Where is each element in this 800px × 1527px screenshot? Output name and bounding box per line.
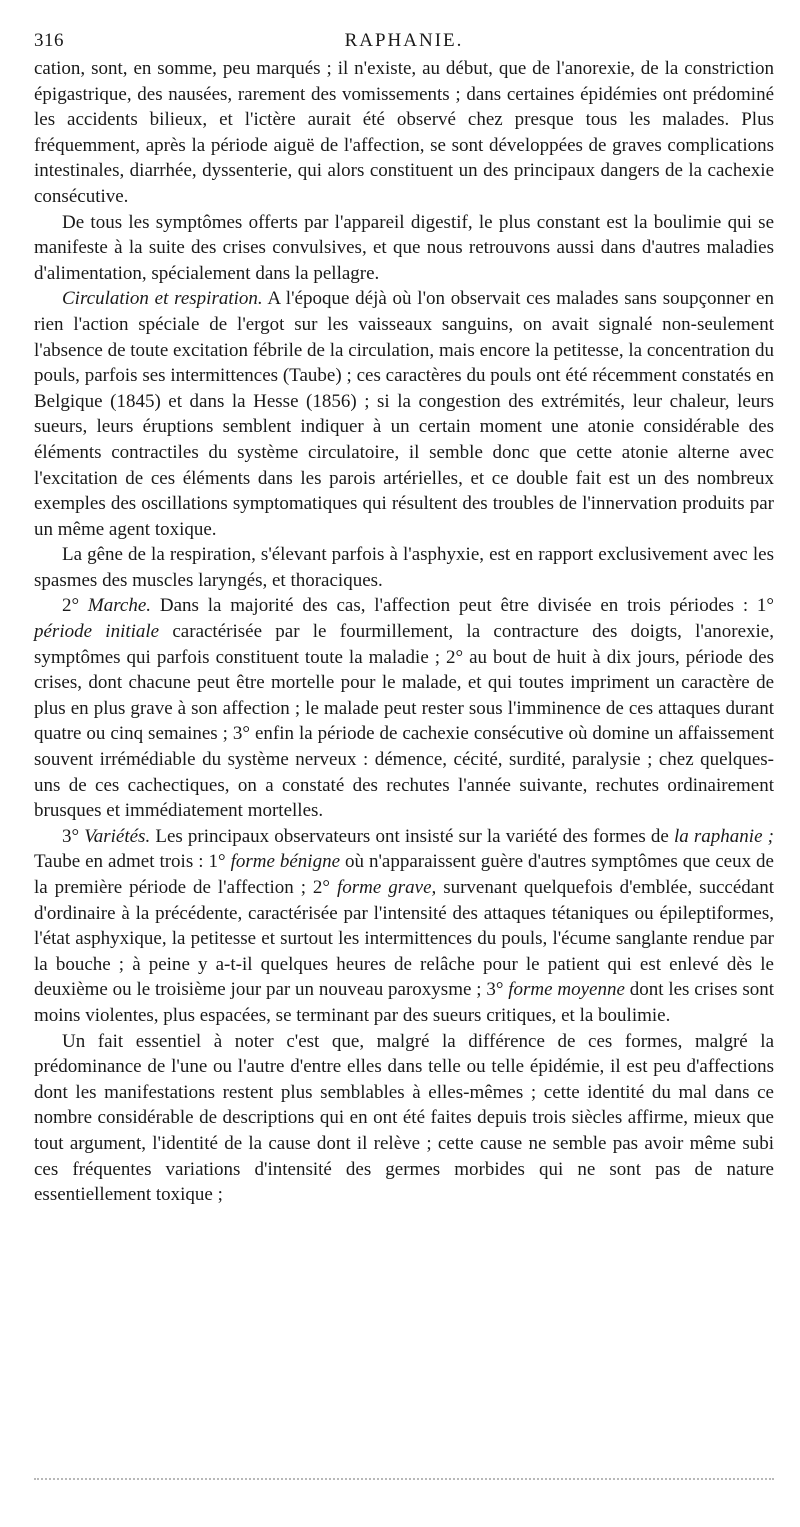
running-head: [34, 26, 774, 56]
running-title: RAPHANIE.: [344, 30, 464, 51]
italic-term: forme moyenne: [508, 979, 625, 1001]
section-heading-varietes: Variétés.: [84, 825, 151, 847]
page-number: 316: [34, 30, 64, 51]
page: [34, 26, 774, 1208]
paragraph-text: Taube en admet trois : 1°: [34, 851, 231, 873]
paragraph-circulation: [34, 286, 774, 542]
paragraph-text: cation, sont, en somme, peu marqués ; il n'existe, au début, que de l'anorexie, de la constriction épigastrique, des nausées, rarement des vomissements ; dans certaines épidémies ont prédominé les accidents bilieux, et l'ictère aurait été observé chez presque tous les malades. Plus fréquemment, après la période aiguë de l'affection, se sont développées de graves complications intestinales, diarrhée, dyssenterie, qui alors constituent un des principaux dangers de la cachexie consécutive.: [34, 58, 774, 207]
paragraph-text: survenant quelquefois d'emblée, succédant d'ordinaire à la précédente, caractérisée par l'intensité des attaques tétaniques ou épileptiformes, l'état asphyxique, la petitesse et surtout les intermittences du pouls, l'écume sanglante rendue par la bouche ; à peine y a-t-il quelques heures de relâche pour le patient qui est enlevé dès le deuxième ou le troisième jour par un nouveau paroxysme ; 3°: [34, 877, 774, 1001]
italic-term: forme bénigne: [230, 851, 341, 873]
italic-term: la raphanie ;: [674, 825, 774, 847]
paragraph-text: De tous les symptômes offerts par l'appareil digestif, le plus constant est la boulimie qui se manifeste à la suite des crises convulsives, et que nous retrouvons aussi dans d'autres maladies d'alimentation, spécialement dans la pellagre.: [34, 211, 774, 284]
paragraph-text: Dans la majorité des cas, l'affection peut être divisée en trois périodes : 1°: [151, 595, 774, 617]
paragraph-digestive-symptoms: [34, 56, 774, 210]
paragraph-text: La gêne de la respiration, s'élevant parfois à l'asphyxie, est en rapport exclusivement avec les spasmes des muscles laryngés, et thoraciques.: [34, 544, 774, 591]
paragraph-text: A l'époque déjà où l'on observait ces malades sans soupçonner en rien l'action spéciale de l'ergot sur les vaisseaux sanguins, on avait signalé non-seulement l'absence de toute excitation fébrile de la circulation, mais encore la petitesse, la concentration du pouls, parfois ses intermittences (Taube) ; ces caractères du pouls ont été récemment constatés en Belgique (1845) et dans la Hesse (1856) ; si la congestion des extrémités, leur chaleur, leurs sueurs, leurs éruptions semblent indiquer à un certain moment une atonie considérable des éléments contractiles du système circulatoire, il semble donc que cette atonie alterne avec l'excitation de ces éléments dans les parois artérielles, et ce double fait est un des nombreux exemples des oscillations symptomatiques qui résultent des troubles de l'innervation produits par un même agent toxique.: [34, 288, 774, 540]
paragraph-text: dont les crises sont moins violentes, plus espacées, se terminant par des sueurs critiques, et la boulimie.: [34, 979, 774, 1026]
paragraph-text: Un fait essentiel à noter c'est que, malgré la différence de ces formes, malgré la prédominance de l'une ou l'autre d'entre elles dans telle ou telle épidémie, il est peu d'affections dont les manifestations restent plus semblables à elles-mêmes ; cette identité du mal dans ce nombre considérable de descriptions qui en ont été faites depuis trois siècles affirme, mieux que tout argument, l'identité de la cause dont il relève ; cette cause ne semble pas avoir même subi ces fréquentes variations d'intensité des germes morbides qui ne sont pas de nature essentiellement toxique ;: [34, 1030, 774, 1206]
italic-term: forme grave,: [336, 877, 437, 898]
paragraph-text: caractérisée par le fourmillement, la contracture des doigts, l'anorexie, symptômes qui parfois constituent toute la maladie ; 2° au bout de huit à dix jours, période des crises, dont chacune peut être mortelle pour le malade, et qui toutes impriment un caractère de plus en plus grave à son affection ; le malade peut rester sous l'imminence de ces attaques durant quatre ou cinq semaines ; 3° enfin la période de cachexie consécutive où domine un affaissement souvent irrémédiable du système nerveux : démence, cécité, surdité, paralysie ; chez quelques-uns de ces cachectiques, on a constaté des rechutes l'année suivante, rechutes ordinairement brusques et immédiatement mortelles.: [34, 621, 774, 822]
section-heading-circulation: Circulation et respiration.: [62, 288, 263, 310]
body-text: [34, 56, 774, 1208]
footer-divider: [34, 1478, 774, 1480]
section-number: 3°: [62, 825, 85, 847]
paragraph-respiration: [34, 542, 774, 593]
italic-term: période initiale: [34, 621, 160, 643]
paragraph-marche: [34, 593, 774, 823]
paragraph-varietes: [34, 824, 774, 1029]
paragraph-boulimie: [34, 210, 774, 287]
section-heading-marche: Marche.: [87, 595, 152, 617]
paragraph-text: où n'apparaissent guère d'autres symptômes que ceux de la première période de l'affection ; 2°: [34, 851, 774, 898]
paragraph-text: Les principaux observateurs ont insisté sur la variété des formes de: [150, 825, 674, 847]
paragraph-conclusion: [34, 1029, 774, 1208]
section-number: 2°: [62, 595, 88, 617]
